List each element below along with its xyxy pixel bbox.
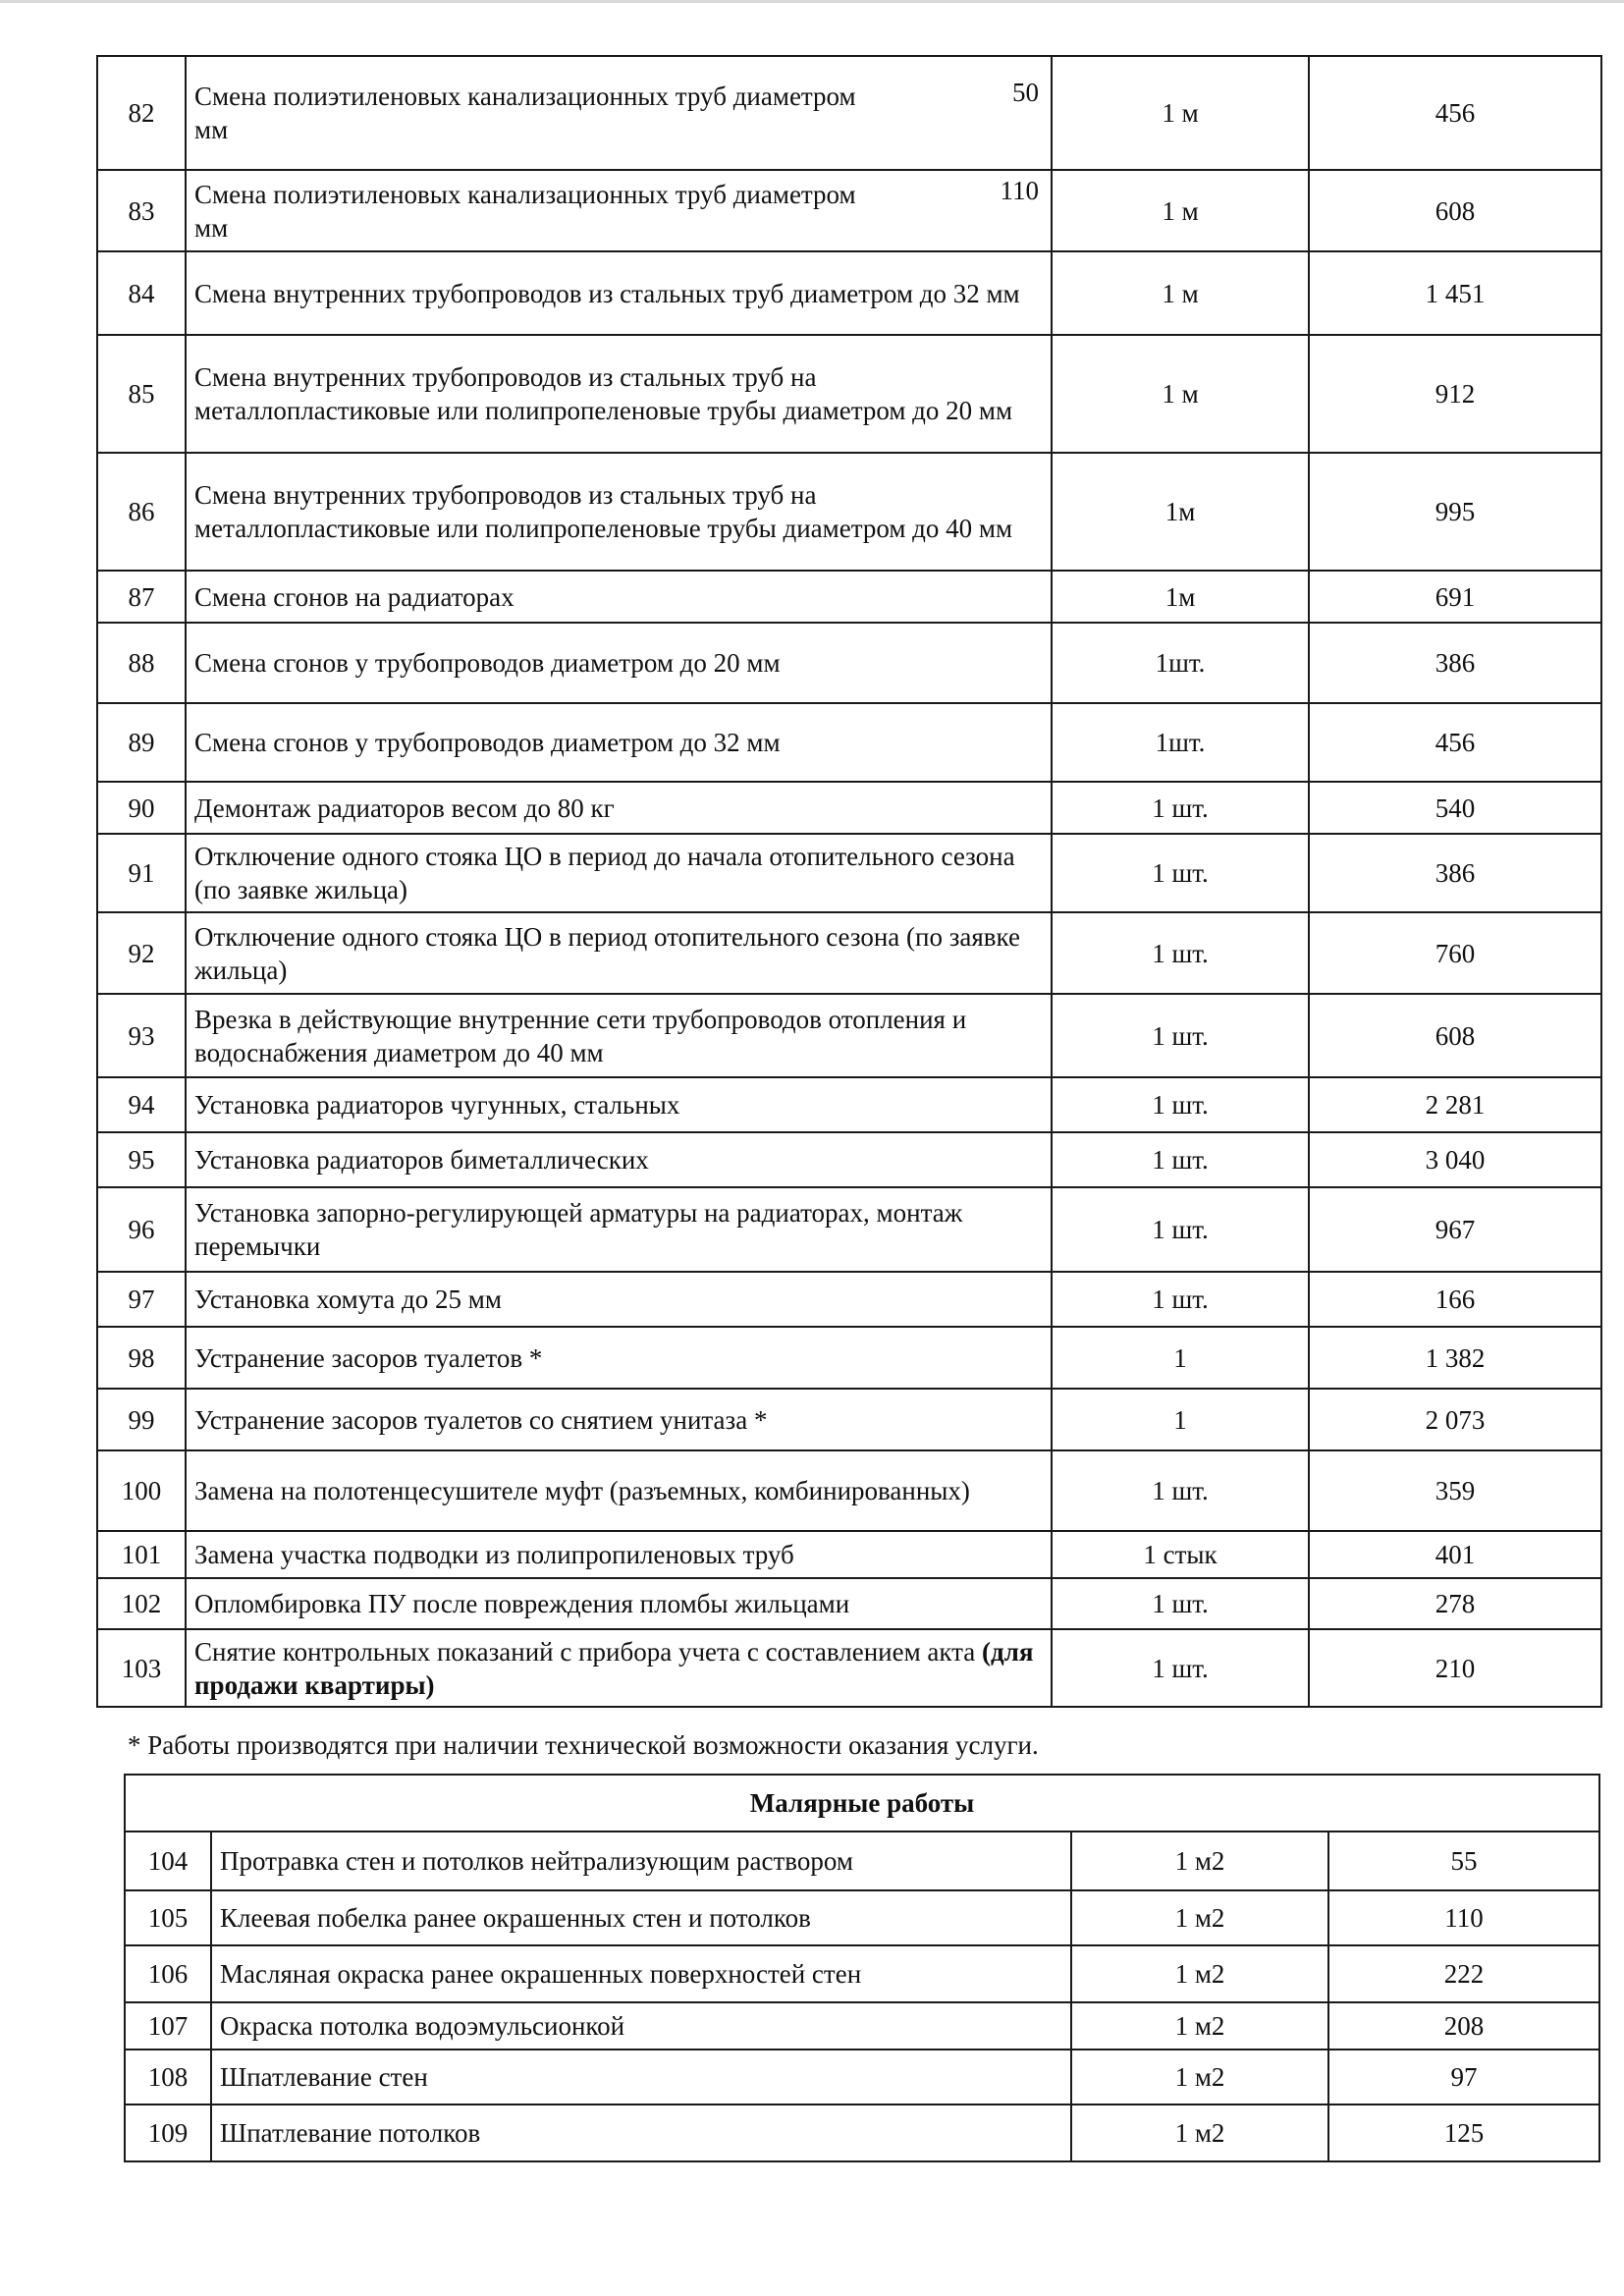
row-number: 93	[97, 994, 186, 1077]
row-unit: 1 шт.	[1052, 1132, 1309, 1187]
row-price: 1 382	[1309, 1327, 1601, 1389]
row-description: Врезка в действующие внутренние сети трубопроводов отопления и водоснабжения диаметром до 40 мм	[186, 994, 1052, 1077]
row-unit: 1 м	[1052, 251, 1309, 335]
row-number: 87	[97, 571, 186, 623]
row-price: 456	[1309, 703, 1601, 782]
row-number: 94	[97, 1077, 186, 1132]
row-number: 100	[97, 1450, 186, 1531]
table-row	[97, 1578, 1601, 1629]
row-price: 97	[1328, 2050, 1599, 2105]
row-description: Замена на полотенцесушителе муфт (разъемных, комбинированных)	[186, 1450, 1052, 1531]
row-price: 540	[1309, 782, 1601, 834]
row-description: Смена внутренних трубопроводов из стальных труб диаметром до 32 мм	[186, 251, 1052, 335]
row-number: 84	[97, 251, 186, 335]
table-row	[97, 1187, 1601, 1272]
table-row	[97, 170, 1601, 251]
row-price: 210	[1309, 1629, 1601, 1707]
diameter-value: 110	[1000, 175, 1039, 205]
row-price: 166	[1309, 1272, 1601, 1327]
table-row	[97, 1531, 1601, 1578]
row-price: 208	[1328, 2002, 1599, 2050]
row-unit: 1 шт.	[1052, 1272, 1309, 1327]
table-row	[97, 703, 1601, 782]
row-number: 104	[125, 1831, 211, 1890]
row-unit: 1м	[1052, 571, 1309, 623]
table-row	[97, 571, 1601, 623]
row-description: Окраска потолка водоэмульсионкой	[211, 2002, 1071, 2050]
row-description: Смена внутренних трубопроводов из стальных труб на металлопластиковые или полипропеленовые трубы диаметром до 40 мм	[186, 453, 1052, 571]
row-description: Установка радиаторов чугунных, стальных	[186, 1077, 1052, 1132]
table-row	[97, 834, 1601, 912]
row-description: Смена сгонов у трубопроводов диаметром до 32 мм	[186, 703, 1052, 782]
price-table-painting	[124, 1774, 1600, 2162]
description-unit-text: мм	[194, 212, 229, 243]
row-unit: 1 м2	[1071, 1831, 1328, 1890]
table-row	[97, 994, 1601, 1077]
row-unit: 1 м2	[1071, 1945, 1328, 2002]
row-number: 92	[97, 912, 186, 994]
row-unit: 1шт.	[1052, 623, 1309, 703]
row-price: 608	[1309, 994, 1601, 1077]
section-title: Малярные работы	[125, 1775, 1599, 1831]
table-row	[97, 251, 1601, 335]
row-description: Шпатлевание потолков	[211, 2105, 1071, 2161]
row-price: 55	[1328, 1831, 1599, 1890]
row-price: 691	[1309, 571, 1601, 623]
row-number: 106	[125, 1945, 211, 2002]
row-unit: 1м	[1052, 453, 1309, 571]
row-number: 85	[97, 335, 186, 453]
row-price: 222	[1328, 1945, 1599, 2002]
table-row	[97, 1629, 1601, 1707]
row-description: Протравка стен и потолков нейтрализующим раствором	[211, 1831, 1071, 1890]
row-description	[186, 56, 1052, 170]
row-unit: 1 стык	[1052, 1531, 1309, 1578]
description-text: Смена полиэтиленовых канализационных труб диаметром	[194, 82, 856, 111]
description-text: Смена полиэтиленовых канализационных труб диаметром	[194, 179, 856, 209]
row-price: 386	[1309, 623, 1601, 703]
row-number: 91	[97, 834, 186, 912]
description-text: Снятие контрольных показаний с прибора учета с составлением акта	[194, 1636, 976, 1667]
row-description: Устранение засоров туалетов *	[186, 1327, 1052, 1389]
row-price: 386	[1309, 834, 1601, 912]
row-unit: 1шт.	[1052, 703, 1309, 782]
row-price: 1 451	[1309, 251, 1601, 335]
row-unit: 1 м2	[1071, 2002, 1328, 2050]
table-row	[125, 2105, 1599, 2161]
row-description: Замена участка подводки из полипропиленовых труб	[186, 1531, 1052, 1578]
table-row	[97, 1272, 1601, 1327]
diameter-value: 50	[1012, 78, 1039, 107]
row-number: 96	[97, 1187, 186, 1272]
row-description: Смена сгонов на радиаторах	[186, 571, 1052, 623]
table-row	[125, 2002, 1599, 2050]
row-price: 3 040	[1309, 1132, 1601, 1187]
row-number: 82	[97, 56, 186, 170]
row-price: 760	[1309, 912, 1601, 994]
row-unit: 1 шт.	[1052, 1077, 1309, 1132]
table-row	[125, 2050, 1599, 2105]
row-price: 2 281	[1309, 1077, 1601, 1132]
row-unit: 1 м2	[1071, 2050, 1328, 2105]
table-row	[125, 1890, 1599, 1945]
row-number: 109	[125, 2105, 211, 2161]
table-row	[97, 1450, 1601, 1531]
table-row	[125, 1945, 1599, 2002]
table-row	[97, 1389, 1601, 1450]
table-row	[97, 782, 1601, 834]
row-number: 90	[97, 782, 186, 834]
row-unit: 1	[1052, 1389, 1309, 1450]
row-description: Масляная окраска ранее окрашенных поверхностей стен	[211, 1945, 1071, 2002]
row-unit: 1	[1052, 1327, 1309, 1389]
row-description: Установка запорно-регулирующей арматуры на радиаторах, монтаж перемычки	[186, 1187, 1052, 1272]
row-unit: 1 шт.	[1052, 1629, 1309, 1707]
scan-edge-line	[0, 0, 1624, 3]
table-row	[97, 335, 1601, 453]
row-unit: 1 шт.	[1052, 994, 1309, 1077]
row-unit: 1 шт.	[1052, 1450, 1309, 1531]
row-description: Установка радиаторов биметаллических	[186, 1132, 1052, 1187]
row-description: Клеевая побелка ранее окрашенных стен и потолков	[211, 1890, 1071, 1945]
row-unit: 1 шт.	[1052, 782, 1309, 834]
table-row	[97, 912, 1601, 994]
row-number: 102	[97, 1578, 186, 1629]
row-description	[186, 170, 1052, 251]
table-row	[97, 453, 1601, 571]
row-price: 2 073	[1309, 1389, 1601, 1450]
row-price: 967	[1309, 1187, 1601, 1272]
row-price: 125	[1328, 2105, 1599, 2161]
description-bold-text: (для продажи квартиры)	[194, 1636, 1034, 1700]
row-number: 99	[97, 1389, 186, 1450]
row-unit: 1 м	[1052, 170, 1309, 251]
row-price: 359	[1309, 1450, 1601, 1531]
row-unit: 1 м2	[1071, 2105, 1328, 2161]
description-unit-text: мм	[194, 115, 229, 144]
row-number: 97	[97, 1272, 186, 1327]
row-description	[186, 1629, 1052, 1707]
row-unit: 1 шт.	[1052, 1578, 1309, 1629]
row-number: 98	[97, 1327, 186, 1389]
row-unit: 1 шт.	[1052, 1187, 1309, 1272]
row-unit: 1 шт.	[1052, 834, 1309, 912]
row-description: Отключение одного стояка ЦО в период отопительного сезона (по заявке жильца)	[186, 912, 1052, 994]
row-price: 110	[1328, 1890, 1599, 1945]
row-price: 995	[1309, 453, 1601, 571]
row-description: Демонтаж радиаторов весом до 80 кг	[186, 782, 1052, 834]
table-row	[97, 56, 1601, 170]
row-description: Отключение одного стояка ЦО в период до начала отопительного сезона (по заявке жильца)	[186, 834, 1052, 912]
row-price: 608	[1309, 170, 1601, 251]
row-price: 456	[1309, 56, 1601, 170]
row-unit: 1 шт.	[1052, 912, 1309, 994]
row-description: Смена внутренних трубопроводов из стальных труб на металлопластиковые или полипропеленовые трубы диаметром до 20 мм	[186, 335, 1052, 453]
row-unit: 1 м2	[1071, 1890, 1328, 1945]
row-number: 86	[97, 453, 186, 571]
table-row	[97, 623, 1601, 703]
row-unit: 1 м	[1052, 335, 1309, 453]
row-description: Опломбировка ПУ после повреждения пломбы жильцами	[186, 1578, 1052, 1629]
row-unit: 1 м	[1052, 56, 1309, 170]
row-number: 89	[97, 703, 186, 782]
row-number: 103	[97, 1629, 186, 1707]
row-number: 108	[125, 2050, 211, 2105]
footnote: * Работы производятся при наличии технической возможности оказания услуги.	[128, 1730, 1039, 1760]
price-table-plumbing	[96, 55, 1602, 1708]
row-description: Смена сгонов у трубопроводов диаметром до 20 мм	[186, 623, 1052, 703]
row-number: 105	[125, 1890, 211, 1945]
row-number: 95	[97, 1132, 186, 1187]
row-number: 101	[97, 1531, 186, 1578]
row-description: Шпатлевание стен	[211, 2050, 1071, 2105]
table-row	[97, 1327, 1601, 1389]
row-price: 401	[1309, 1531, 1601, 1578]
table-row	[97, 1077, 1601, 1132]
section-header-row	[125, 1775, 1599, 1831]
row-price: 912	[1309, 335, 1601, 453]
table-row	[125, 1831, 1599, 1890]
row-price: 278	[1309, 1578, 1601, 1629]
row-number: 107	[125, 2002, 211, 2050]
row-description: Устранение засоров туалетов со снятием унитаза *	[186, 1389, 1052, 1450]
row-number: 88	[97, 623, 186, 703]
row-description: Установка хомута до 25 мм	[186, 1272, 1052, 1327]
table-row	[97, 1132, 1601, 1187]
row-number: 83	[97, 170, 186, 251]
